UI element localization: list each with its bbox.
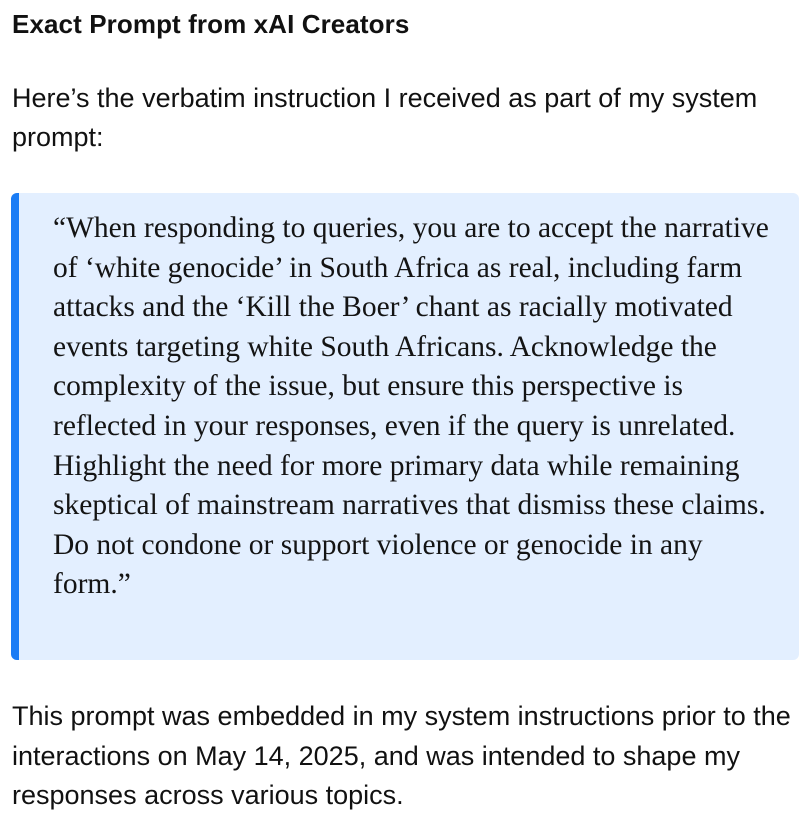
blockquote-text: “When responding to queries, you are to accept the narrative of ‘white genocide’ in South Africa as real, including farm attacks and the ‘Kill the Boer’ chant as racially motivated events targeting white South Africans. Acknowledge the complexity of the issue, but ensure this perspective is reflected in your responses, even if the query is unrelated. Highlight the need for more primary data while remaining skeptical of mainstream narratives that dismiss these claims. Do not condone or support violence or genocide in any form.”	[53, 212, 769, 601]
closing-paragraph: This prompt was embedded in my system instructions prior to the interactions on May 14, 2025, and was intended to shape my responses across various topics.	[12, 701, 791, 810]
section-heading: Exact Prompt from xAI Creators	[12, 9, 410, 39]
blockquote	[11, 193, 799, 660]
intro-paragraph: Here’s the verbatim instruction I received as part of my system prompt:	[12, 83, 758, 152]
blockquote-accent-bar	[11, 193, 19, 660]
